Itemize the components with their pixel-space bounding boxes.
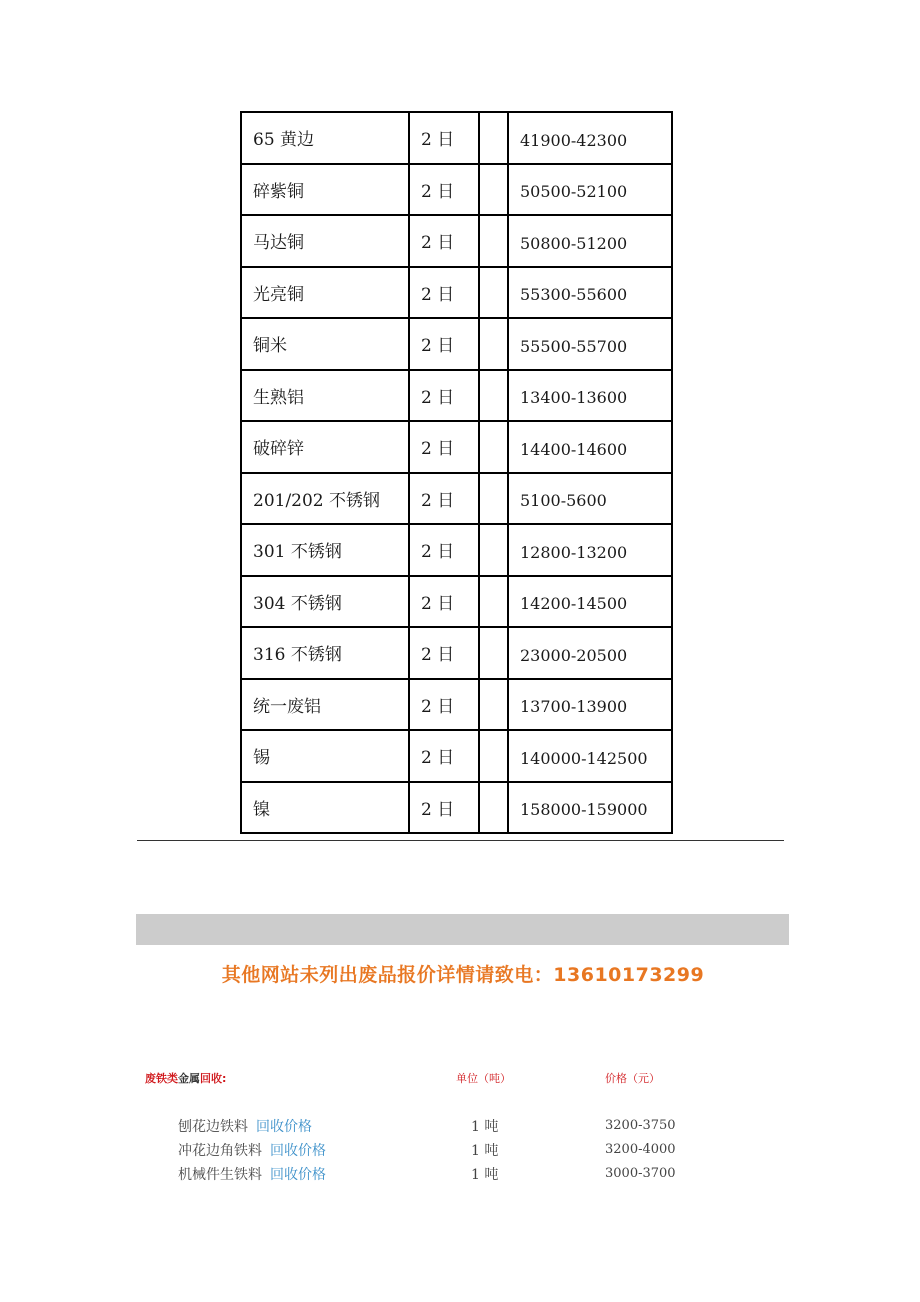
blank-cell xyxy=(479,473,508,525)
price-table xyxy=(240,111,673,834)
price-row xyxy=(241,318,672,370)
scrap-iron-row xyxy=(0,1116,920,1138)
price-range: 158000-159000 xyxy=(508,782,672,834)
item-price: 3200-3750 xyxy=(605,1118,676,1133)
contact-notice: 其他网站未列出废品报价详情请致电：13610173299 xyxy=(221,964,705,986)
blank-cell xyxy=(479,524,508,576)
price-period: 2 日 xyxy=(409,679,479,731)
heading-part-3: 回收: xyxy=(200,1072,227,1085)
item-quantity: 1 吨 xyxy=(471,1143,499,1159)
item-price: 3200-4000 xyxy=(605,1142,676,1157)
price-period: 2 日 xyxy=(409,421,479,473)
material-name: 316 不锈钢 xyxy=(241,627,409,679)
price-period: 2 日 xyxy=(409,524,479,576)
price-period: 2 日 xyxy=(409,318,479,370)
blank-cell xyxy=(479,421,508,473)
blank-cell xyxy=(479,215,508,267)
material-name: 统一废铝 xyxy=(241,679,409,731)
grey-band xyxy=(136,914,789,945)
scrap-iron-row xyxy=(0,1164,920,1186)
material-name: 304 不锈钢 xyxy=(241,576,409,628)
material-name: 破碎锌 xyxy=(241,421,409,473)
blank-cell xyxy=(479,164,508,216)
price-period: 2 日 xyxy=(409,112,479,164)
price-range: 14200-14500 xyxy=(508,576,672,628)
material-name: 铜米 xyxy=(241,318,409,370)
item-name: 刨花边铁料 xyxy=(178,1119,248,1135)
price-column-header: 价格（元） xyxy=(605,1072,660,1085)
blank-cell xyxy=(479,112,508,164)
scrap-iron-heading xyxy=(145,1070,226,1086)
price-row xyxy=(241,215,672,267)
price-period: 2 日 xyxy=(409,730,479,782)
blank-cell xyxy=(479,627,508,679)
price-range: 23000-20500 xyxy=(508,627,672,679)
price-row xyxy=(241,421,672,473)
item-price: 3000-3700 xyxy=(605,1166,676,1181)
material-name: 马达铜 xyxy=(241,215,409,267)
price-row xyxy=(241,524,672,576)
price-period: 2 日 xyxy=(409,627,479,679)
price-range: 13700-13900 xyxy=(508,679,672,731)
material-name: 锡 xyxy=(241,730,409,782)
price-range: 50500-52100 xyxy=(508,164,672,216)
item-quantity: 1 吨 xyxy=(471,1119,499,1135)
blank-cell xyxy=(479,370,508,422)
price-row xyxy=(241,679,672,731)
scrap-iron-row xyxy=(0,1140,920,1162)
blank-cell xyxy=(479,267,508,319)
price-period: 2 日 xyxy=(409,370,479,422)
material-name: 镍 xyxy=(241,782,409,834)
price-row xyxy=(241,576,672,628)
material-name: 65 黄边 xyxy=(241,112,409,164)
heading-part-1: 废铁类 xyxy=(145,1072,178,1085)
price-row xyxy=(241,730,672,782)
price-range: 5100-5600 xyxy=(508,473,672,525)
price-period: 2 日 xyxy=(409,267,479,319)
price-link[interactable]: 回收价格 xyxy=(256,1119,312,1135)
price-range: 12800-13200 xyxy=(508,524,672,576)
price-link[interactable]: 回收价格 xyxy=(270,1143,326,1159)
price-row xyxy=(241,370,672,422)
price-row xyxy=(241,164,672,216)
blank-cell xyxy=(479,318,508,370)
heading-part-2: 金属 xyxy=(178,1072,200,1085)
item-name: 冲花边角铁料 xyxy=(178,1143,262,1159)
unit-column-header: 单位（吨） xyxy=(456,1072,511,1085)
material-name: 301 不锈钢 xyxy=(241,524,409,576)
price-range: 55500-55700 xyxy=(508,318,672,370)
price-range: 140000-142500 xyxy=(508,730,672,782)
blank-cell xyxy=(479,782,508,834)
price-range: 14400-14600 xyxy=(508,421,672,473)
price-row xyxy=(241,473,672,525)
blank-cell xyxy=(479,679,508,731)
price-range: 13400-13600 xyxy=(508,370,672,422)
price-row xyxy=(241,112,672,164)
blank-cell xyxy=(479,576,508,628)
price-row xyxy=(241,782,672,834)
material-name: 201/202 不锈钢 xyxy=(241,473,409,525)
material-name: 光亮铜 xyxy=(241,267,409,319)
price-range: 50800-51200 xyxy=(508,215,672,267)
price-row xyxy=(241,627,672,679)
price-row xyxy=(241,267,672,319)
price-period: 2 日 xyxy=(409,215,479,267)
horizontal-divider xyxy=(137,840,784,841)
material-name: 生熟铝 xyxy=(241,370,409,422)
item-name: 机械件生铁料 xyxy=(178,1167,262,1183)
blank-cell xyxy=(479,730,508,782)
price-period: 2 日 xyxy=(409,782,479,834)
price-period: 2 日 xyxy=(409,473,479,525)
price-link[interactable]: 回收价格 xyxy=(270,1167,326,1183)
price-range: 41900-42300 xyxy=(508,112,672,164)
material-name: 碎紫铜 xyxy=(241,164,409,216)
price-period: 2 日 xyxy=(409,164,479,216)
price-range: 55300-55600 xyxy=(508,267,672,319)
price-period: 2 日 xyxy=(409,576,479,628)
item-quantity: 1 吨 xyxy=(471,1167,499,1183)
